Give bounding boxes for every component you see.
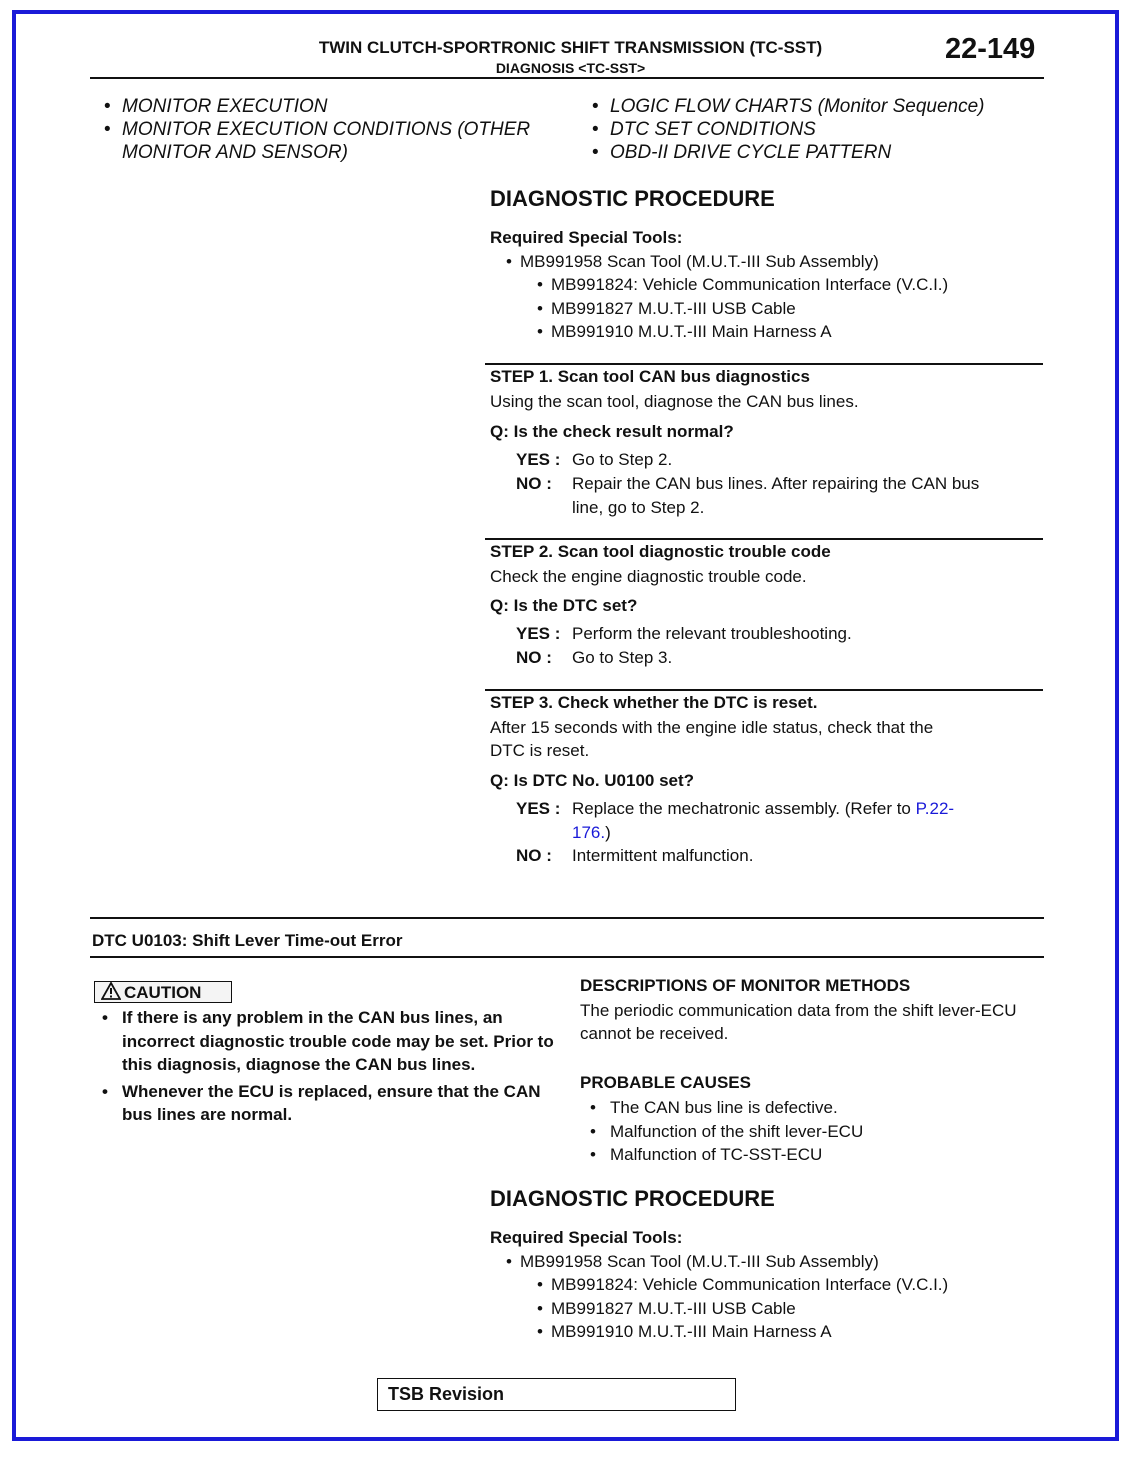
header-subtitle: DIAGNOSIS <TC-SST> (495, 60, 646, 76)
step1-no (516, 472, 1046, 520)
caution-box (94, 981, 232, 1003)
top-list-left (104, 95, 564, 164)
tools-label: Required Special Tools: (490, 1228, 683, 1247)
tsb-label: TSB Revision (388, 1384, 505, 1404)
tool-item: • MB991910 M.U.T.-III Main Harness A (551, 1320, 1041, 1344)
no-label: NO : (516, 474, 552, 493)
no-text: Go to Step 3. (572, 648, 673, 667)
procedure-heading: DIAGNOSTIC PROCEDURE (490, 1186, 775, 1211)
list-item: • OBD-II DRIVE CYCLE PATTERN (592, 141, 1042, 164)
cause-item: • The CAN bus line is defective. (580, 1096, 1040, 1120)
caution-item: • If there is any problem in the CAN bus lines, an incorrect diagnostic trouble code may be set. Prior to this diagnosis, diagnose the CAN bus lines. (92, 1006, 560, 1077)
step3-text: DTC is reset. (490, 741, 590, 760)
monitor-methods-heading: DESCRIPTIONS OF MONITOR METHODS (580, 976, 911, 995)
tool-item: • MB991958 Scan Tool (M.U.T.-III Sub Assembly) (520, 1250, 1040, 1274)
procedure-heading: DIAGNOSTIC PROCEDURE (490, 186, 775, 211)
step1-rule (485, 363, 1043, 365)
caution-item: • Whenever the ECU is replaced, ensure that the CAN bus lines are normal. (92, 1080, 560, 1127)
yes-text: Go to Step 2. (572, 450, 673, 469)
probable-causes-heading: PROBABLE CAUSES (580, 1073, 751, 1092)
page-reference-link[interactable]: P.22- (915, 799, 955, 818)
tool-item: • MB991824: Vehicle Communication Interface (V.C.I.) (551, 1273, 1041, 1297)
no-text: line, go to Step 2. (572, 498, 705, 517)
list-item: • DTC SET CONDITIONS (592, 118, 1042, 141)
tools-list (520, 1250, 1040, 1274)
step2-rule (485, 538, 1043, 540)
tool-item: • MB991827 M.U.T.-III USB Cable (551, 297, 1041, 321)
list-item: • LOGIC FLOW CHARTS (Monitor Sequence) (592, 95, 1042, 118)
list-item: • MONITOR EXECUTION CONDITIONS (OTHER MONITOR AND SENSOR) (104, 118, 564, 164)
yes-label: YES : (516, 799, 561, 818)
step2-title: STEP 2. Scan tool diagnostic trouble code (490, 542, 831, 561)
header-title: TWIN CLUTCH-SPORTRONIC SHIFT TRANSMISSION (TC-SST) (318, 38, 823, 57)
yes-text: 176.) (572, 823, 611, 842)
warning-triangle-icon (101, 982, 121, 1000)
no-text: Intermittent malfunction. (572, 846, 754, 865)
no-text: Repair the CAN bus lines. After repairing the CAN bus (572, 474, 980, 493)
step1-yes (516, 448, 1046, 472)
tool-item: • MB991910 M.U.T.-III Main Harness A (551, 320, 1041, 344)
step3-title: STEP 3. Check whether the DTC is reset. (490, 693, 818, 712)
yes-label: YES : (516, 624, 561, 643)
cause-item: • Malfunction of the shift lever-ECU (580, 1120, 1040, 1144)
top-list-right (592, 95, 1042, 164)
tool-item: • MB991824: Vehicle Communication Interface (V.C.I.) (551, 273, 1041, 297)
caution-label: CAUTION (124, 983, 202, 1002)
tools-sublist (551, 273, 1041, 344)
step3-yes (516, 797, 1046, 845)
tool-item: • MB991958 Scan Tool (M.U.T.-III Sub Assembly) (520, 250, 1040, 274)
header-rule (90, 77, 1044, 79)
no-label: NO : (516, 648, 552, 667)
probable-causes-list (580, 1096, 1040, 1167)
page-reference-link[interactable]: 176. (572, 823, 606, 842)
yes-label: YES : (516, 450, 561, 469)
tool-item: • MB991827 M.U.T.-III USB Cable (551, 1297, 1041, 1321)
dtc-rule-bottom (90, 956, 1044, 958)
dtc-title: DTC U0103: Shift Lever Time-out Error (92, 931, 403, 950)
step1-question: Q: Is the check result normal? (490, 422, 734, 441)
tools-sublist (551, 1273, 1041, 1344)
step2-no (516, 646, 1046, 670)
no-label: NO : (516, 846, 552, 865)
cause-item: • Malfunction of TC-SST-ECU (580, 1143, 1040, 1167)
tools-label: Required Special Tools: (490, 228, 683, 247)
page-number: 22-149 (945, 33, 1036, 65)
step3-no (516, 844, 1046, 868)
step3-rule (485, 689, 1043, 691)
step2-text: Check the engine diagnostic trouble code. (490, 567, 807, 586)
yes-text: Perform the relevant troubleshooting. (572, 624, 852, 643)
step1-title: STEP 1. Scan tool CAN bus diagnostics (490, 367, 810, 386)
step3-text: After 15 seconds with the engine idle status, check that the (490, 718, 934, 737)
tools-list (520, 250, 1040, 274)
dtc-rule-top (90, 917, 1044, 919)
step2-yes (516, 622, 1046, 646)
yes-text: Replace the mechatronic assembly. (Refer to P.22- (572, 799, 955, 818)
monitor-methods-text: The periodic communication data from the shift lever-ECU cannot be received. (580, 1001, 1017, 1043)
list-item: • MONITOR EXECUTION (104, 95, 564, 118)
step3-question: Q: Is DTC No. U0100 set? (490, 771, 695, 790)
caution-list (92, 1006, 560, 1130)
step1-text: Using the scan tool, diagnose the CAN bus lines. (490, 392, 859, 411)
step2-question: Q: Is the DTC set? (490, 596, 638, 615)
tsb-revision-box (377, 1378, 736, 1411)
